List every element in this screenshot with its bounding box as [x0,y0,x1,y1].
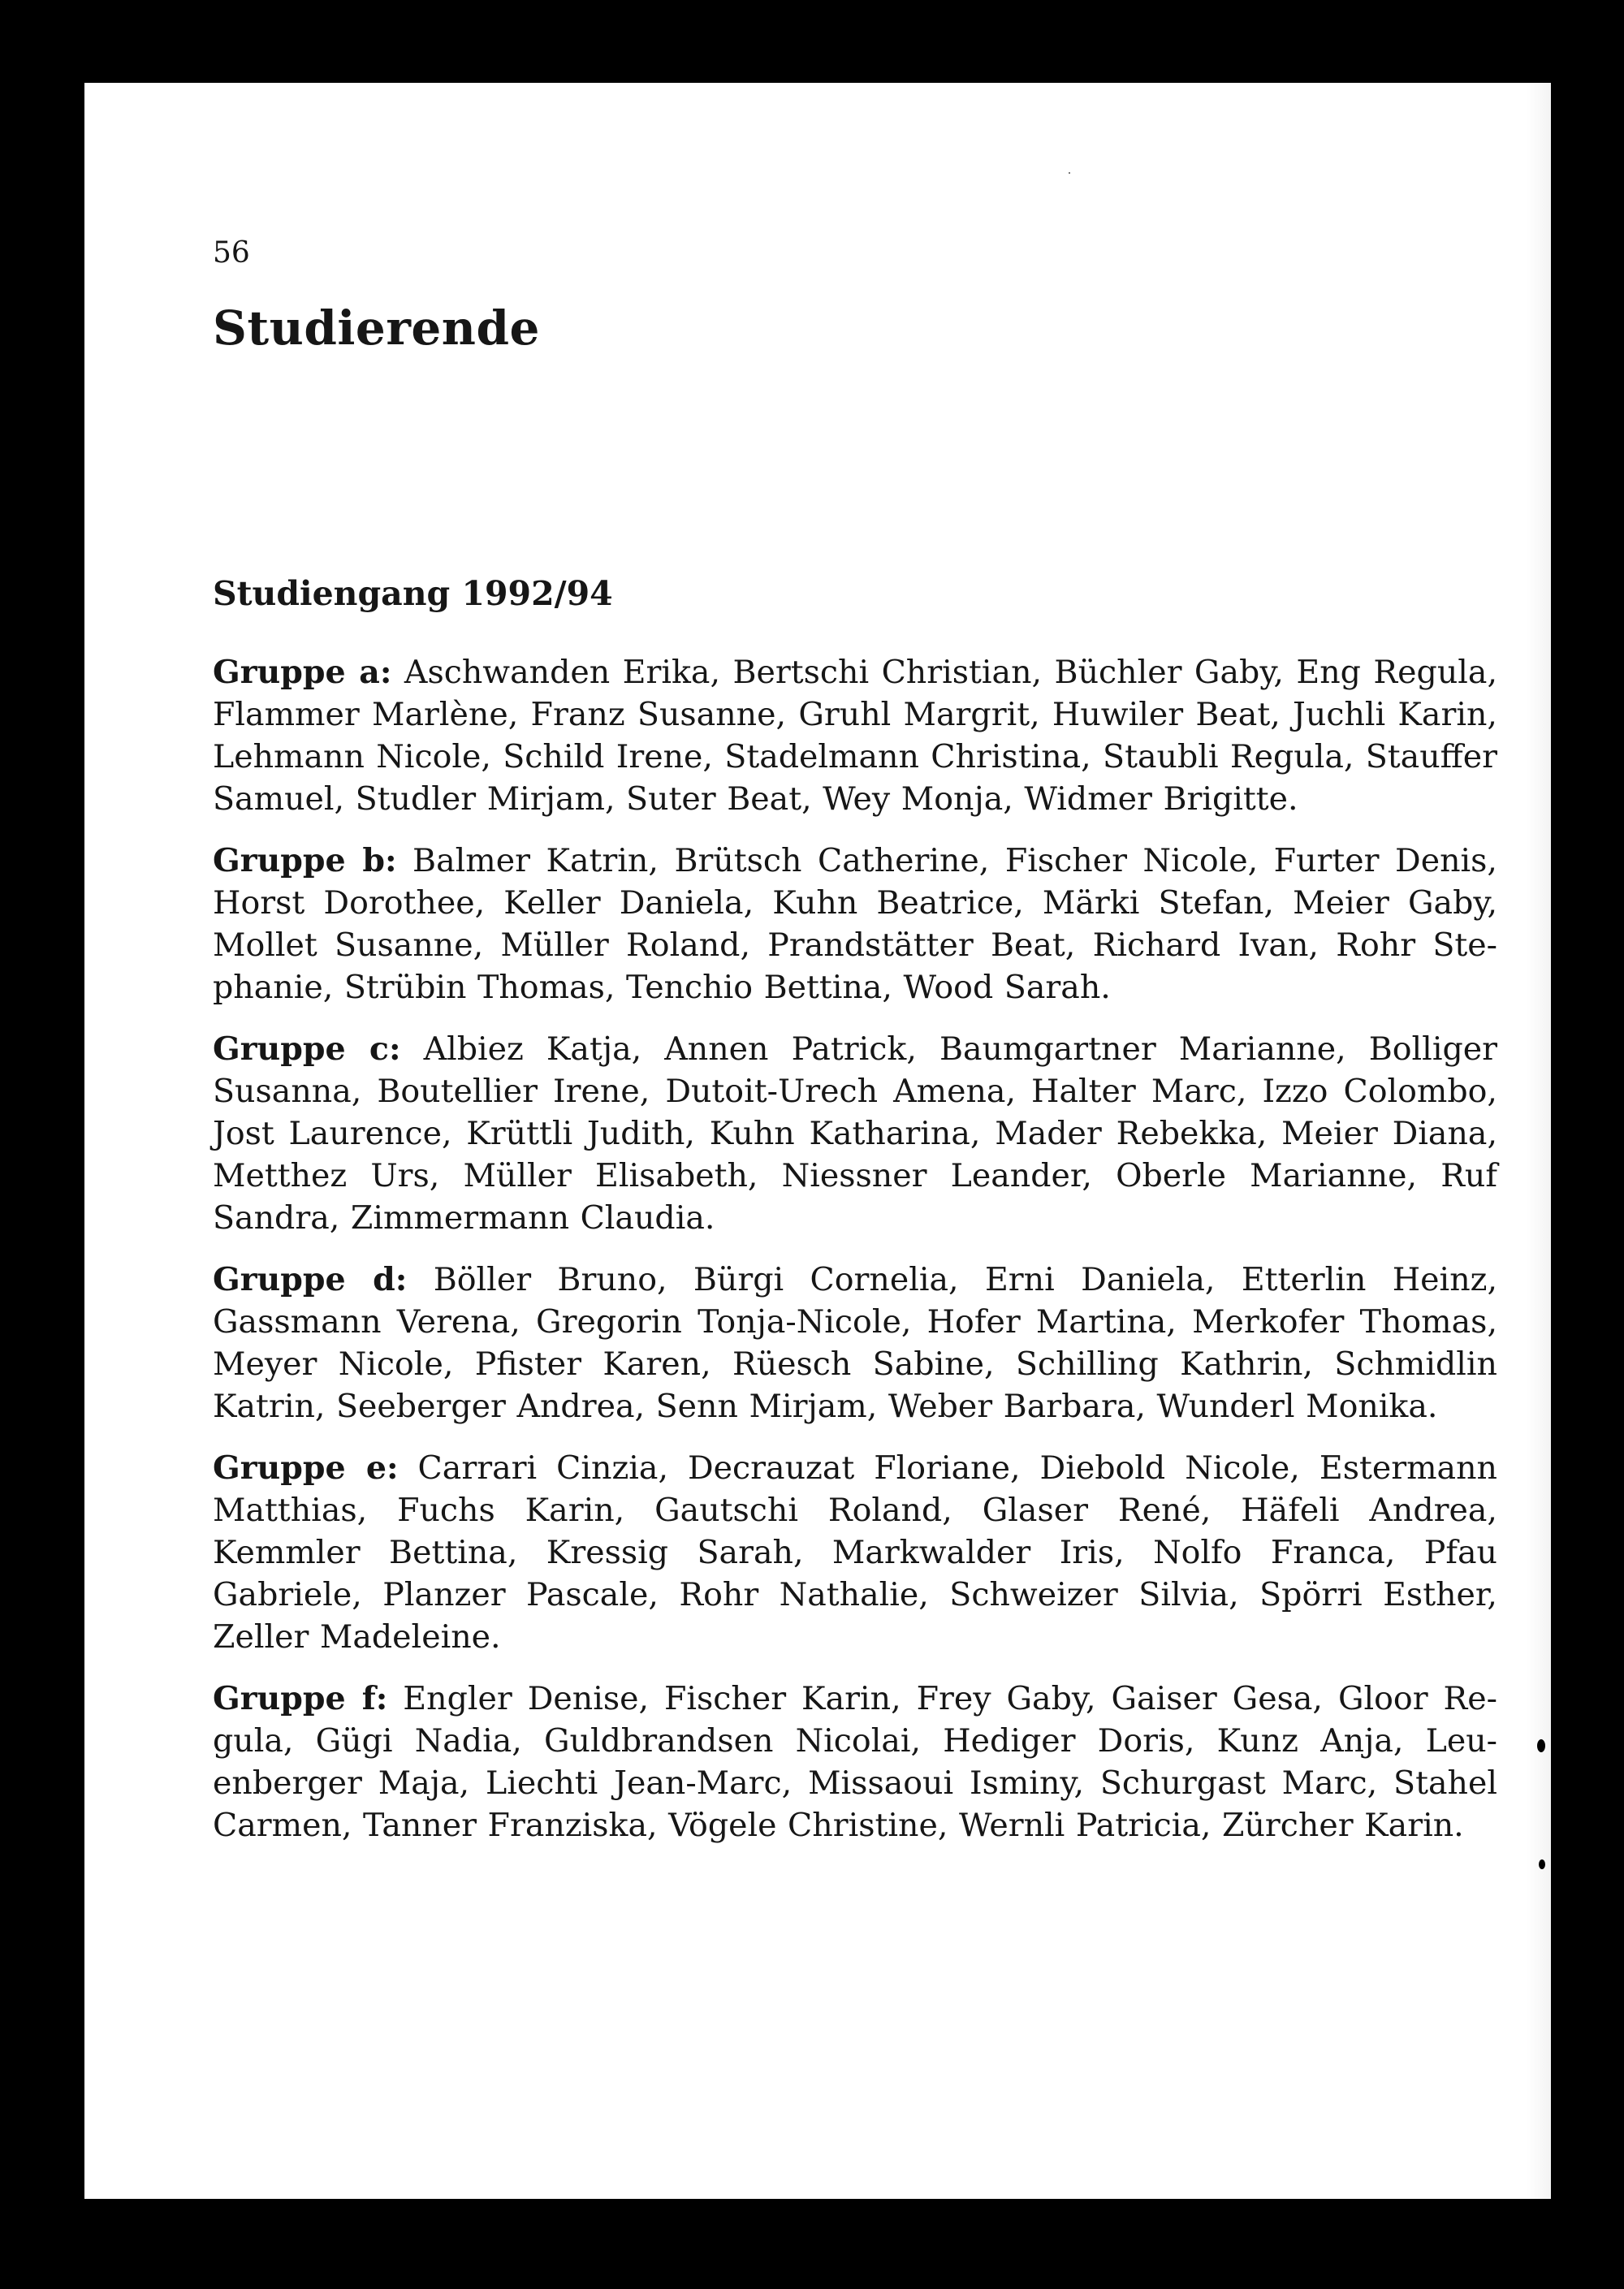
group-e-names: Carrari Cinzia, Decrauzat Floriane, Diebold Nicole, Estermann Matthias, Fuchs Karin, Gautschi Roland, Glaser René, Häfeli Andrea, Kemmler Bettina, Kressig Sarah, Markwalder Iris, Nolfo Franca, Pfau Gabriele, Planzer Pascale, Rohr Nathalie, Schweizer Silvia, Spörri Esther, Zeller Madeleine. [213,1449,1497,1656]
scan-speck [1069,172,1070,174]
page-number: 56 [213,236,250,270]
group-d-label: Gruppe d: [213,1261,408,1298]
binding-mark-1 [1537,1739,1545,1752]
group-d-paragraph [213,1259,1497,1427]
group-c-paragraph [213,1028,1497,1239]
group-a-names: Aschwanden Erika, Bertschi Christian, Büchler Gaby, Eng Regula, Flammer Marlène, Franz Susanne, Gruhl Margrit, Huwiler Beat, Juchli Karin, Lehmann Nicole, Schild Irene, Stadelmann Christina, Staubli Regula, Stauffer Samuel, Studler Mirjam, Suter Beat, Wey Monja, Widmer Brigitte. [213,654,1497,818]
group-b-paragraph [213,840,1497,1008]
group-list [213,651,1497,1846]
group-e-paragraph [213,1447,1497,1658]
document-page [84,83,1551,2199]
group-f-names: Engler Denise, Fischer Karin, Frey Gaby, Gaiser Gesa, Gloor Regula, Gügi Nadia, Guldbrandsen Nicolai, Hediger Doris, Kunz Anja, Leuenberger Maja, Liechti Jean-Marc, Missaoui Isminy, Schurgast Marc, Stahel Carmen, Tanner Franziska, Vögele Christine, Wernli Patricia, Zürcher Karin. [213,1680,1497,1844]
page-content [213,237,1497,1866]
group-f-paragraph [213,1678,1497,1846]
group-a-paragraph [213,651,1497,820]
group-c-label: Gruppe c: [213,1030,401,1068]
page-edge-shadow [1527,83,1551,2199]
page-title: Studierende [213,300,540,356]
group-a-label: Gruppe a: [213,654,392,691]
group-e-label: Gruppe e: [213,1449,399,1487]
group-c-names: Albiez Katja, Annen Patrick, Baumgartner Marianne, Bolliger Susanna, Boutellier Irene, Dutoit-Urech Amena, Halter Marc, Izzo Colombo, Jost Laurence, Krüttli Judith, Kuhn Katharina, Mader Rebekka, Meier Diana, Metthez Urs, Müller Elisabeth, Niessner Leander, Oberle Marianne, Ruf Sandra, Zimmermann Claudia. [213,1030,1497,1237]
group-b-label: Gruppe b: [213,842,397,879]
group-d-names: Böller Bruno, Bürgi Cornelia, Erni Daniela, Etterlin Heinz, Gassmann Verena, Gregorin Tonja-Nicole, Hofer Martina, Merkofer Thomas, Meyer Nicole, Pfister Karen, Rüesch Sabine, Schilling Kathrin, Schmidlin Katrin, Seeberger Andrea, Senn Mirjam, Weber Barbara, Wunderl Monika. [213,1261,1497,1425]
section-heading: Studiengang 1992/94 [213,574,613,613]
binding-mark-2 [1539,1859,1545,1869]
group-f-label: Gruppe f: [213,1680,388,1717]
group-b-names: Balmer Katrin, Brütsch Catherine, Fischer Nicole, Furter Denis, Horst Dorothee, Keller Daniela, Kuhn Beatrice, Märki Stefan, Meier Gaby, Mollet Susanne, Müller Roland, Prandstätter Beat, Richard Ivan, Rohr Stephanie, Strübin Thomas, Tenchio Bettina, Wood Sarah. [213,842,1497,1006]
